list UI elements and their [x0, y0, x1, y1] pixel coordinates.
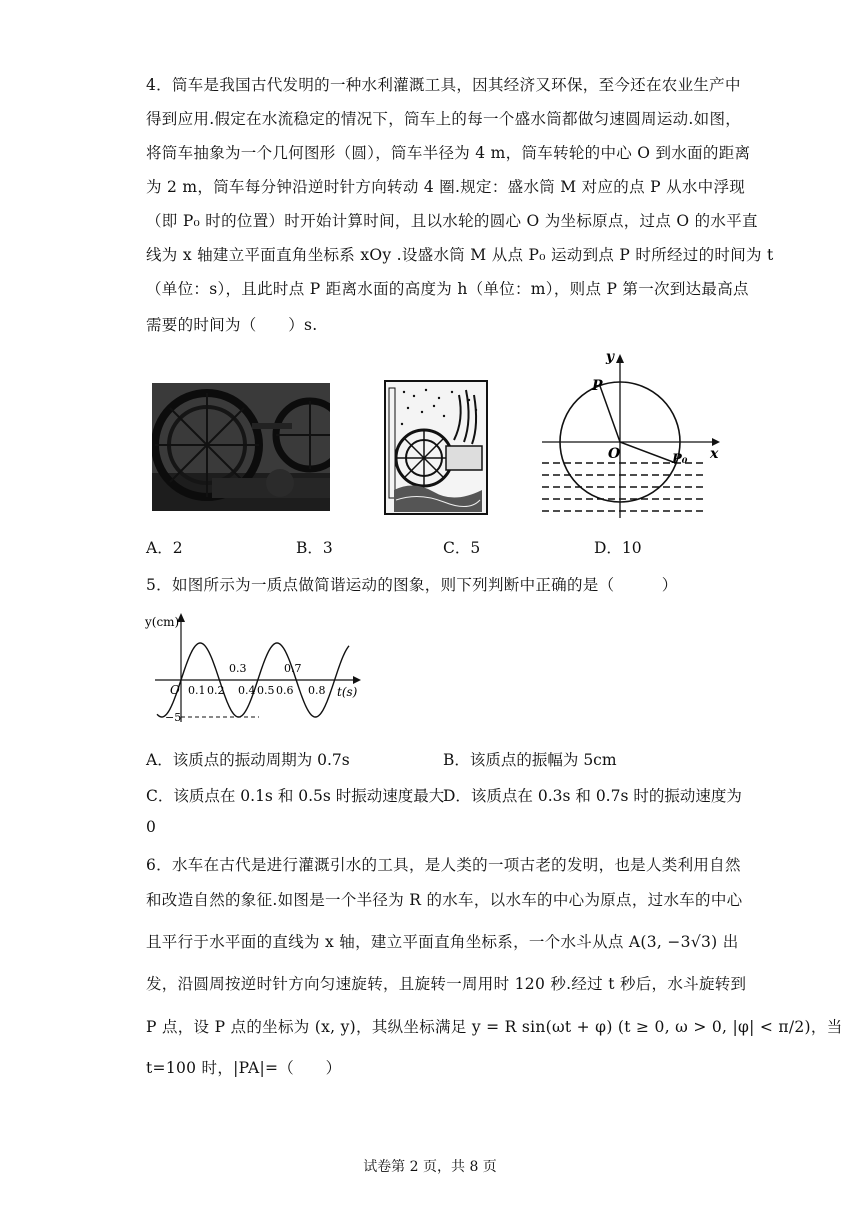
tick-0-6: 0.6 — [276, 684, 294, 697]
q4-line-6: 线为 x 轴建立平面直角坐标系 xOy .设盛水筒 M 从点 P₀ 运动到点 P 时所经过的时间为 t — [146, 246, 774, 264]
tick-0-8: 0.8 — [308, 684, 326, 697]
q4-option-c[interactable]: C．5 — [443, 539, 481, 557]
water-wheel-drawing — [384, 380, 488, 515]
x-axis-label: x — [710, 446, 719, 462]
radius-op0 — [620, 442, 673, 462]
origin-label: O — [170, 683, 180, 697]
tick-0-2: 0.2 — [207, 684, 225, 697]
page-footer: 试卷第 2 页，共 8 页 — [363, 1159, 497, 1175]
q4-option-d[interactable]: D．10 — [594, 539, 642, 557]
q6-line-6: t=100 时，|PA|=（ ） — [146, 1059, 342, 1077]
radius-op — [600, 386, 620, 442]
q4-option-a[interactable]: A．2 — [146, 539, 183, 557]
min-label: −5 — [165, 711, 182, 724]
q6-line-3: 且平行于水平面的直线为 x 轴，建立平面直角坐标系，一个水斗从点 A(3, −3√3) 出 — [146, 933, 739, 951]
point-p0-label: P₀ — [672, 452, 688, 467]
q4-line-7: （单位：s），且此时点 P 距离水面的高度为 h（单位：m），则点 P 第一次到达最高点 — [146, 280, 749, 298]
q6-line-1: 6．水车在古代是进行灌溉引水的工具，是人类的一项古老的发明，也是人类利用自然 — [146, 856, 741, 874]
tick-0-7: 0.7 — [284, 662, 302, 675]
q5-option-d[interactable]: D．该质点在 0.3s 和 0.7s 时的振动速度为 — [443, 787, 742, 805]
point-p-label: P — [592, 378, 603, 394]
water-wheel-photo — [152, 383, 330, 511]
q6-line-5-main: P 点，设 P 点的坐标为 (x, y)，其纵坐标满足 y = R sin(ωt + φ) — [146, 1018, 613, 1036]
q6-line-5-condition: (t ≥ 0, ω > 0, |φ| < π/2)，当 — [617, 1018, 843, 1036]
q4-line-5: （即 P₀ 时的位置）时开始计算时间，且以水轮的圆心 O 为坐标原点，过点 O 的水平直 — [146, 212, 758, 230]
q5-option-a[interactable]: A．该质点的振动周期为 0.7s — [146, 751, 350, 769]
y-axis-label: y(cm) — [145, 615, 180, 629]
q5-option-c[interactable]: C．该质点在 0.1s 和 0.5s 时振动速度最大 — [146, 787, 445, 805]
q5-option-d-continued: 0 — [146, 818, 156, 836]
tick-0-1: 0.1 — [188, 684, 206, 697]
q4-option-b[interactable]: B．3 — [296, 539, 333, 557]
tick-0-5: 0.5 — [257, 684, 275, 697]
q6-line-4: 发，沿圆周按逆时针方向匀速旋转，且旋转一周用时 120 秒.经过 t 秒后，水斗旋转到 — [146, 975, 747, 993]
shm-graph — [143, 612, 373, 724]
origin-label: O — [608, 446, 621, 462]
q6-line-5 — [146, 1015, 843, 1037]
wheel-coordinate-figure — [538, 346, 724, 522]
q4-line-3: 将筒车抽象为一个几何图形（圆），筒车半径为 4 m，筒车转轮的中心 O 到水面的距离 — [146, 144, 751, 162]
q4-line-8: 需要的时间为（ ）s. — [146, 316, 318, 334]
q6-line-2: 和改造自然的象征.如图是一个半径为 R 的水车，以水车的中心为原点，过水车的中心 — [146, 891, 743, 909]
tick-0-4: 0.4 — [238, 684, 256, 697]
q4-line-4: 为 2 m，筒车每分钟沿逆时针方向转动 4 圈.规定：盛水筒 M 对应的点 P 从水中浮现 — [146, 178, 746, 196]
q5-stem: 5．如图所示为一质点做简谐运动的图象，则下列判断中正确的是（ ） — [146, 576, 678, 594]
tick-0-3: 0.3 — [229, 662, 247, 675]
q4-line-1: 4．筒车是我国古代发明的一种水利灌溉工具，因其经济又环保，至今还在农业生产中 — [146, 76, 741, 94]
y-axis-label: y — [605, 349, 614, 365]
q4-line-2: 得到应用.假定在水流稳定的情况下，筒车上的每一个盛水筒都做匀速圆周运动.如图， — [146, 110, 742, 128]
q5-option-b[interactable]: B．该质点的振幅为 5cm — [443, 751, 617, 769]
t-axis-label: t(s) — [337, 685, 358, 699]
